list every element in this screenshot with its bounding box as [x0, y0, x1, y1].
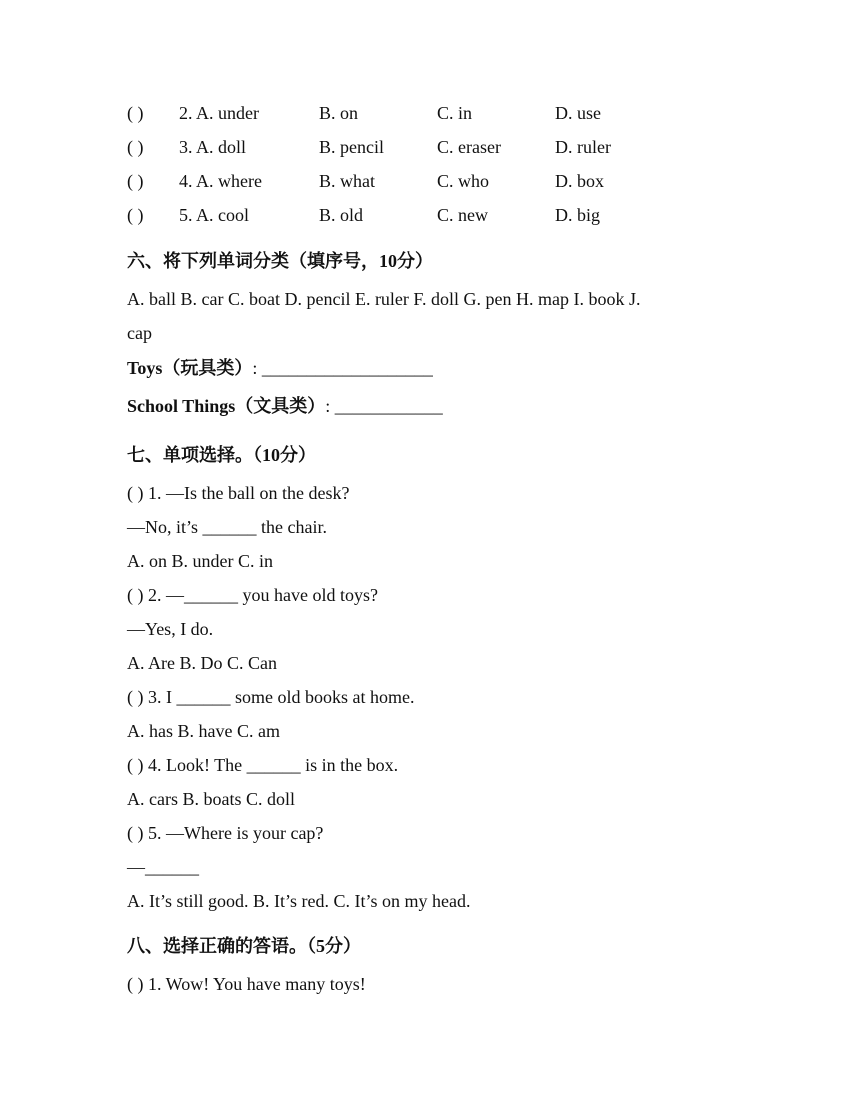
option-a: 2. A. under	[179, 103, 259, 123]
question-line: ( ) 3. I ______ some old books at home.	[127, 687, 415, 707]
option-d: D. box	[555, 171, 604, 191]
option-a: 3. A. doll	[179, 137, 247, 157]
options-line: A. on B. under C. in	[127, 551, 273, 571]
question-line: ( ) 2. —______ you have old toys?	[127, 585, 378, 605]
question-line: —No, it’s ______ the chair.	[127, 517, 327, 537]
option-a: 5. A. cool	[179, 205, 249, 225]
option-c: C. new	[437, 205, 488, 225]
option-b: B. old	[319, 205, 364, 225]
section-heading-8: 八、选择正确的答语。（5分）	[127, 936, 361, 956]
section-heading-7: 七、单项选择。（10分）	[127, 445, 316, 465]
option-c: C. in	[437, 103, 473, 123]
options-line: A. It’s still good. B. It’s red. C. It’s on my head.	[127, 891, 471, 911]
question-line: ( ) 4. Look! The ______ is in the box.	[127, 755, 399, 775]
answer-paren: ( )	[127, 103, 144, 123]
option-b: B. on	[319, 103, 359, 123]
option-a: 4. A. where	[179, 171, 262, 191]
word-list-line: A. ball B. car C. boat D. pencil E. ruler F. doll G. pen H. map I. book J.	[127, 289, 641, 309]
options-line: A. has B. have C. am	[127, 721, 280, 741]
school-things-category	[127, 395, 443, 417]
section-heading-6: 六、将下列单词分类（填序号，10分）	[127, 251, 433, 271]
options-line: A. cars B. boats C. doll	[127, 789, 295, 809]
option-d: D. ruler	[555, 137, 611, 157]
answer-paren: ( )	[127, 137, 144, 157]
answer-paren: ( )	[127, 205, 144, 225]
toys-category	[127, 357, 433, 379]
school-things-answer-blank: : ____________	[325, 396, 443, 416]
school-things-label: School Things（文具类）	[127, 396, 326, 416]
option-b: B. what	[319, 171, 375, 191]
option-d: D. big	[555, 205, 600, 225]
answer-blank-line: —______	[127, 857, 199, 877]
toys-label: Toys（玩具类）	[127, 358, 253, 378]
word-list-line: cap	[127, 323, 152, 343]
question-line: —Yes, I do.	[127, 619, 214, 639]
options-line: A. Are B. Do C. Can	[127, 653, 277, 673]
question-line: ( ) 5. —Where is your cap?	[127, 823, 324, 843]
toys-answer-blank: : ___________________	[252, 358, 433, 378]
answer-paren: ( )	[127, 171, 144, 191]
option-b: B. pencil	[319, 137, 384, 157]
question-line: ( ) 1. Wow! You have many toys!	[127, 974, 366, 994]
option-c: C. eraser	[437, 137, 501, 157]
option-c: C. who	[437, 171, 490, 191]
question-line: ( ) 1. —Is the ball on the desk?	[127, 483, 350, 503]
option-d: D. use	[555, 103, 601, 123]
